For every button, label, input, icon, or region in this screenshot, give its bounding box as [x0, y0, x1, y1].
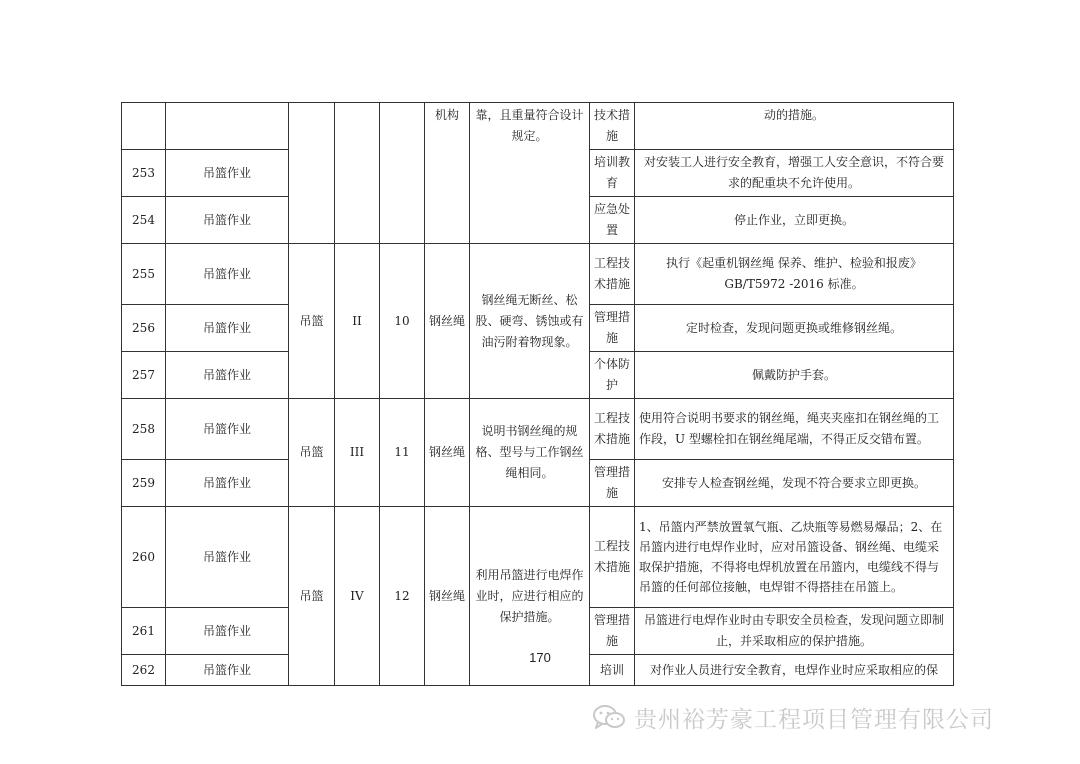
- work-type: 吊篮作业: [166, 197, 289, 244]
- measure-category: 管理措施: [590, 305, 635, 352]
- measure-text: 对作业人员进行安全教育，电焊作业时应采取相应的保: [635, 655, 954, 686]
- index-cell: 10: [380, 244, 425, 399]
- work-type: 吊篮作业: [166, 150, 289, 197]
- index-cell: 11: [380, 399, 425, 507]
- level-cell: [335, 103, 380, 244]
- measure-text: 安排专人检查钢丝绳，发现不符合要求立即更换。: [635, 460, 954, 507]
- table-row: [122, 507, 954, 608]
- measure-category: 管理措施: [590, 460, 635, 507]
- measure-category: 工程技术措施: [590, 399, 635, 460]
- level-cell: IV: [335, 507, 380, 686]
- part-cell: 机构: [425, 103, 470, 244]
- measure-category: 技术措施: [590, 103, 635, 150]
- measure-text: 停止作业，立即更换。: [635, 197, 954, 244]
- measure-text: 佩戴防护手套。: [635, 352, 954, 399]
- measure-text: 使用符合说明书要求的钢丝绳，绳夹夹座扣在钢丝绳的工作段，U 型螺栓扣在钢丝绳尾端，不得正反交错布置。: [635, 399, 954, 460]
- work-type: 吊篮作业: [166, 244, 289, 305]
- row-number: [122, 103, 166, 150]
- measure-text: 吊篮进行电焊作业时由专职安全员检查，发现问题立即制止，并采取相应的保护措施。: [635, 608, 954, 655]
- watermark: [592, 700, 994, 734]
- hazard-description: 靠，且重量符合设计规定。: [470, 103, 590, 244]
- work-type: 吊篮作业: [166, 305, 289, 352]
- table-row: [122, 399, 954, 460]
- row-number: 259: [122, 460, 166, 507]
- row-number: 260: [122, 507, 166, 608]
- work-type: 吊篮作业: [166, 399, 289, 460]
- part-cell: 钢丝绳: [425, 244, 470, 399]
- measure-category: 工程技术措施: [590, 507, 635, 608]
- work-type: 吊篮作业: [166, 352, 289, 399]
- index-cell: [380, 103, 425, 244]
- level-cell: II: [335, 244, 380, 399]
- row-number: 253: [122, 150, 166, 197]
- part-cell: 钢丝绳: [425, 507, 470, 686]
- row-number: 261: [122, 608, 166, 655]
- page-number: 170: [529, 650, 551, 665]
- row-number: 258: [122, 399, 166, 460]
- table-row: [122, 244, 954, 305]
- measure-text: 定时检查，发现问题更换或维修钢丝绳。: [635, 305, 954, 352]
- measure-category: 个体防护: [590, 352, 635, 399]
- safety-measures-table: [121, 102, 954, 686]
- hazard-description: 利用吊篮进行电焊作业时，应进行相应的保护措施。: [470, 507, 590, 686]
- measure-text: 执行《起重机钢丝绳 保养、维护、检验和报废》GB/T5972 -2016 标准。: [635, 244, 954, 305]
- measure-category: 应急处置: [590, 197, 635, 244]
- wechat-icon: [592, 703, 626, 731]
- measure-text: 动的措施。: [635, 103, 954, 150]
- level-cell: III: [335, 399, 380, 507]
- measure-category: 培训教育: [590, 150, 635, 197]
- equipment-cell: 吊篮: [289, 244, 335, 399]
- work-type: 吊篮作业: [166, 608, 289, 655]
- work-type: 吊篮作业: [166, 507, 289, 608]
- work-type: 吊篮作业: [166, 655, 289, 686]
- hazard-description: 说明书钢丝绳的规格、型号与工作钢丝绳相同。: [470, 399, 590, 507]
- table-row: [122, 103, 954, 150]
- index-cell: 12: [380, 507, 425, 686]
- row-number: 262: [122, 655, 166, 686]
- hazard-description: 钢丝绳无断丝、松股、硬弯、锈蚀或有油污附着物现象。: [470, 244, 590, 399]
- equipment-cell: 吊篮: [289, 399, 335, 507]
- measure-category: 培训: [590, 655, 635, 686]
- row-number: 254: [122, 197, 166, 244]
- part-cell: 钢丝绳: [425, 399, 470, 507]
- measure-category: 工程技术措施: [590, 244, 635, 305]
- work-type: [166, 103, 289, 150]
- row-number: 257: [122, 352, 166, 399]
- measure-text: 对安装工人进行安全教育，增强工人安全意识，不符合要求的配重块不允许使用。: [635, 150, 954, 197]
- measure-text: 1、吊篮内严禁放置氧气瓶、乙炔瓶等易燃易爆品；2、在吊篮内进行电焊作业时，应对吊篮设备、钢丝绳、电缆采取保护措施，不得将电焊机放置在吊篮内，电缆线不得与吊篮的任何部位接触，电焊钳不得搭挂在吊篮上。: [635, 507, 954, 608]
- row-number: 256: [122, 305, 166, 352]
- equipment-cell: [289, 103, 335, 244]
- watermark-text: 贵州裕芳豪工程项目管理有限公司: [634, 706, 994, 733]
- work-type: 吊篮作业: [166, 460, 289, 507]
- equipment-cell: 吊篮: [289, 507, 335, 686]
- measure-category: 管理措施: [590, 608, 635, 655]
- row-number: 255: [122, 244, 166, 305]
